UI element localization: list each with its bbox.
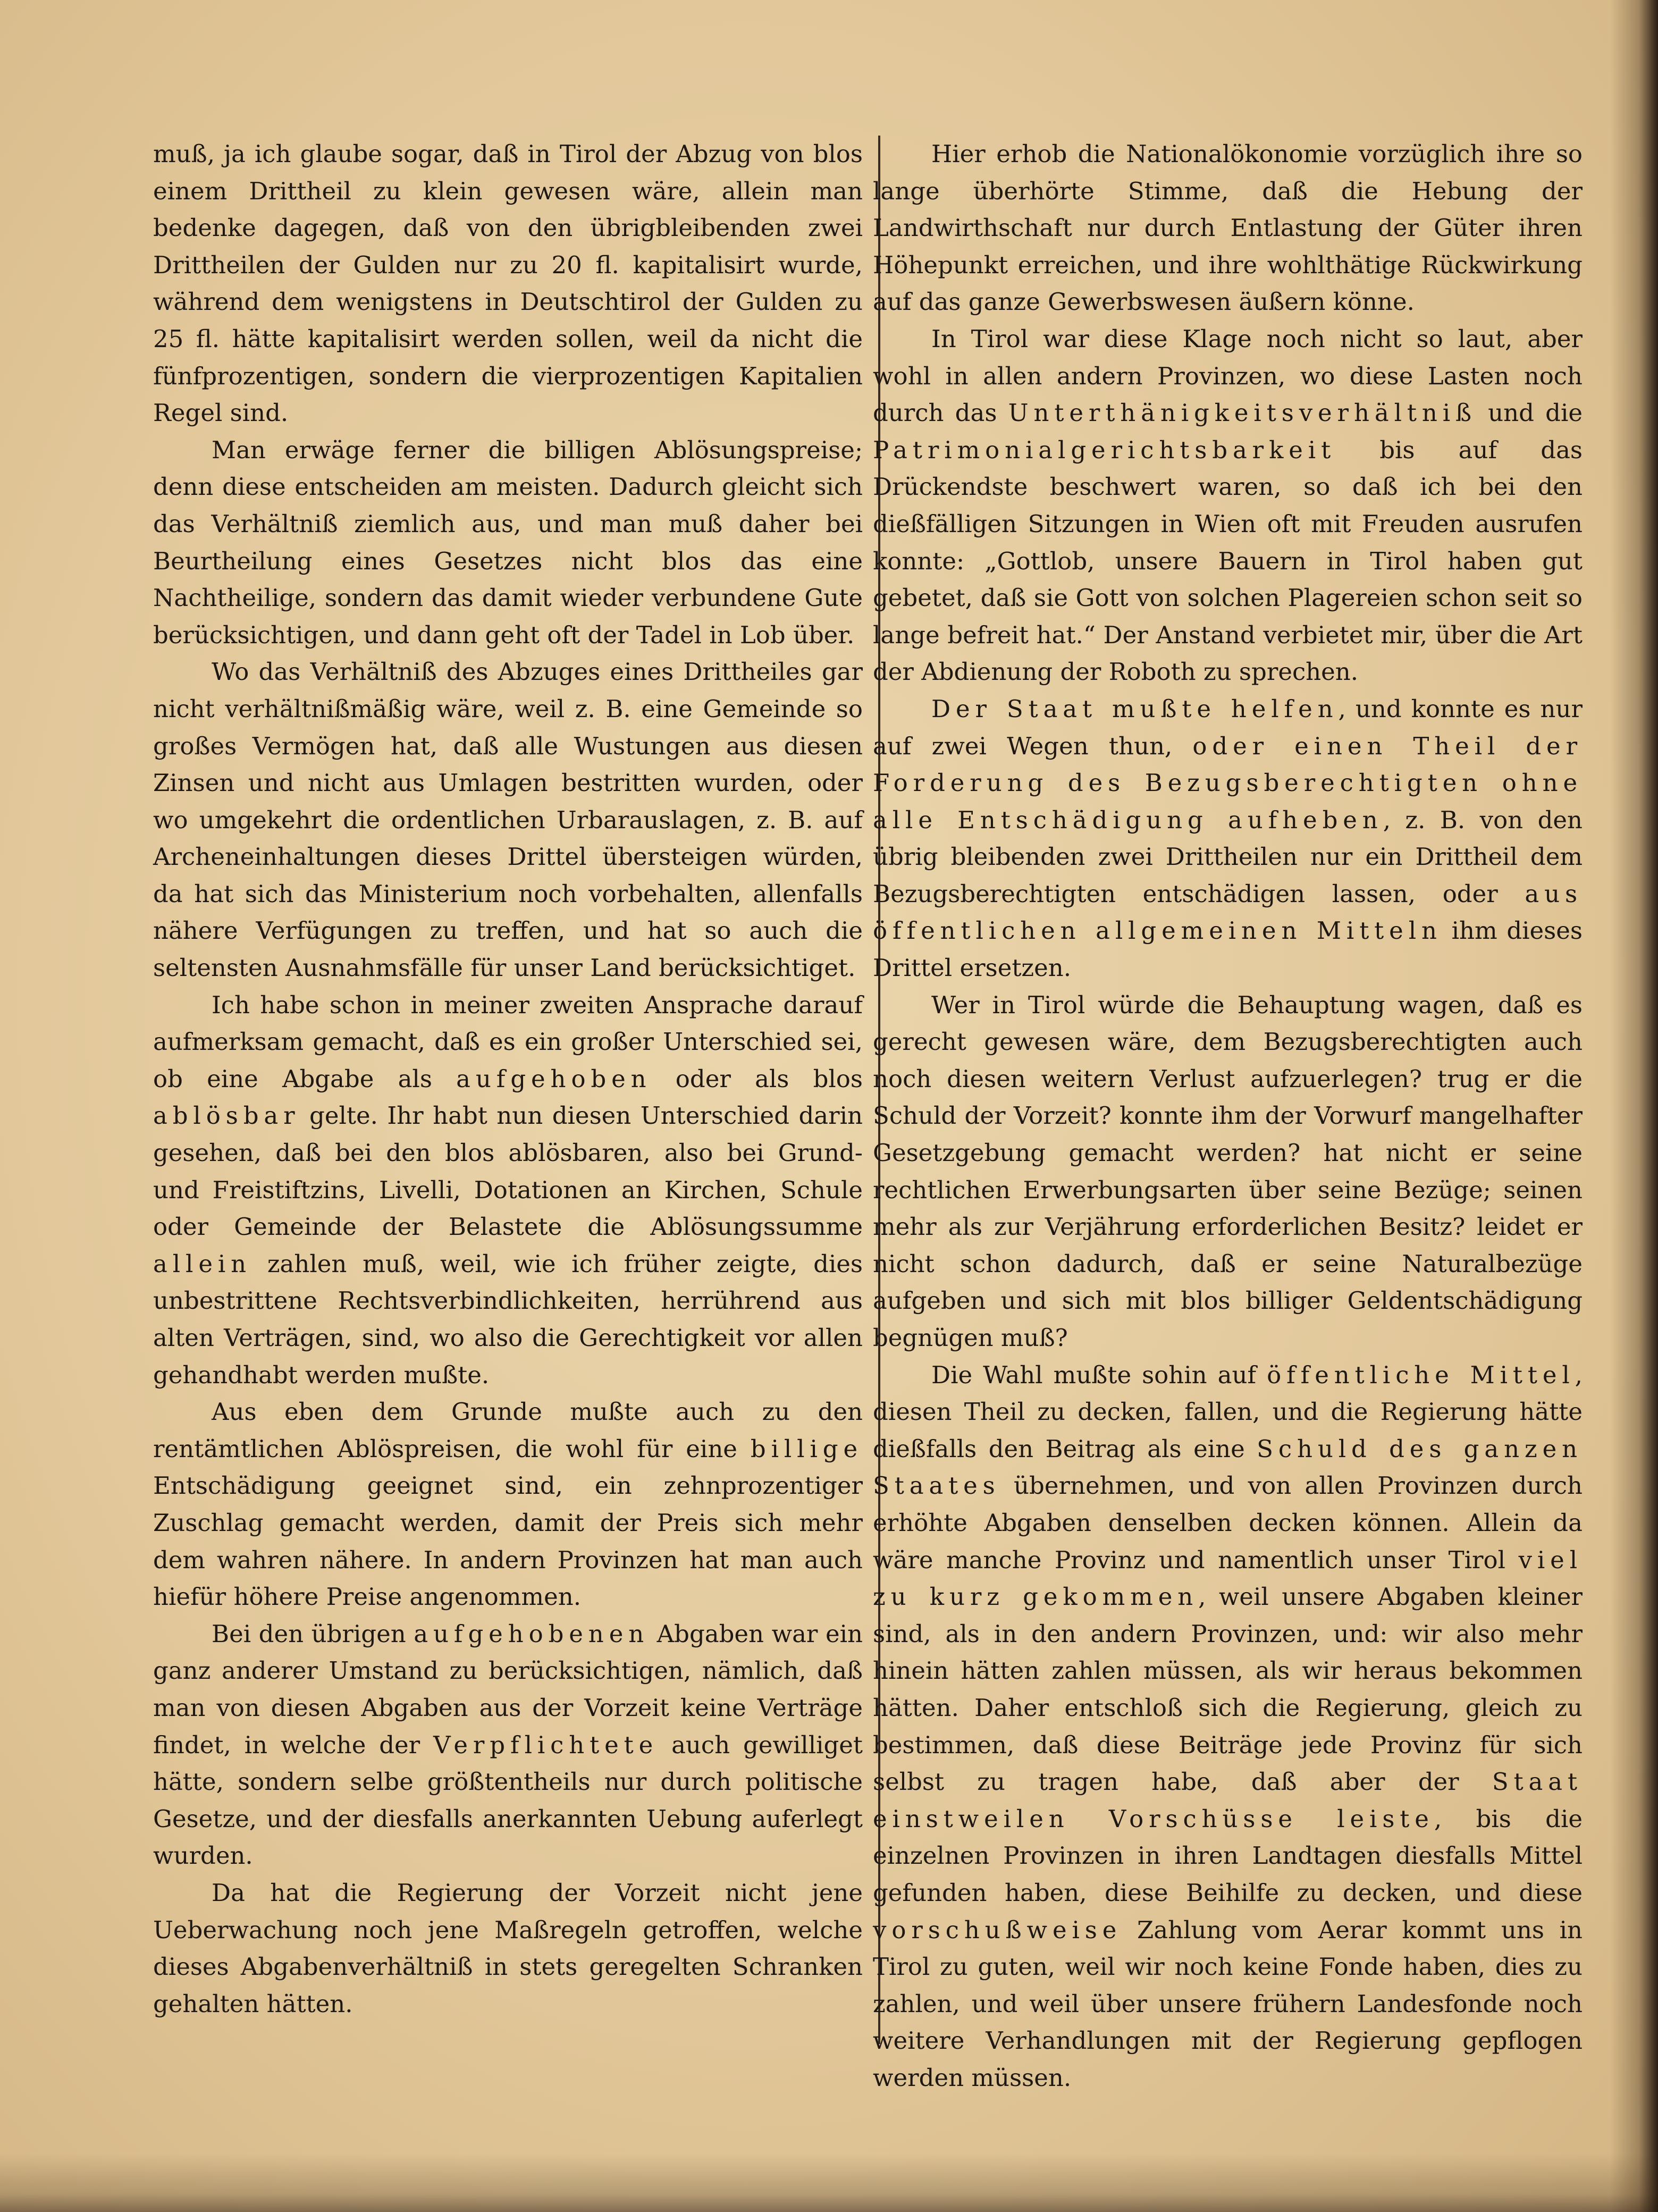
text-run: oder als blos bbox=[651, 1064, 863, 1093]
emphasized-text: vorschußweise bbox=[873, 1915, 1122, 1944]
emphasized-text: öffentliche Mittel bbox=[1267, 1360, 1575, 1389]
emphasized-text: oder einen Theil der Forderung des Bezugsberechtigten ohne alle Entschädigung aufheben bbox=[873, 731, 1583, 834]
paragraph bbox=[153, 653, 863, 986]
text-run: Wo das Verhältniß des Abzuges eines Drittheiles gar nicht verhältnißmäßig wäre, weil z. B. eine Gemeinde so großes Vermögen hat, daß alle Wustungen aus diesen Zinsen und nicht aus Umlagen bestritten wurden, oder wo umgekehrt die ordentlichen Urbarauslagen, z. B. auf Archeneinhaltungen dieses Drittel übersteigen würden, da hat sich das Ministerium noch vorbehalten, allenfalls nähere Verfügungen zu treffen, und hat so auch die seltensten Ausnahmsfälle für unser Land berücksichtiget. bbox=[153, 658, 863, 982]
text-run: , bis die einzelnen Provinzen in ihren Landtagen diesfalls Mittel gefunden haben, diese Beihilfe zu decken, und diese bbox=[873, 1804, 1583, 1907]
left-column bbox=[153, 136, 863, 2071]
text-run: gelte. Ihr habt nun diesen Unterschied darin gesehen, daß bei den blos ablösbaren, also bei Grund- und Freistiftzins, Livelli, Dotationen an Kirchen, Schule oder Gemeinde der Belastete die Ablösungssumme bbox=[153, 1101, 863, 1241]
paragraph bbox=[153, 432, 863, 654]
text-run: Entschädigung geeignet sind, ein zehnprozentiger Zuschlag gemacht werden, damit der Preis sich mehr dem wahren nähere. In andern Provinzen hat man auch hiefür höhere Preise angenommen. bbox=[153, 1471, 863, 1611]
emphasized-text: aufgehoben bbox=[456, 1064, 652, 1093]
text-run: Zahlung vom Aerar kommt uns in Tirol zu guten, weil wir noch keine Fonde haben, dies zu zahlen, und weil über unsere frühern Landesfonde noch weitere Verhandlungen mit der Regierung gepflogen werden müssen. bbox=[873, 1915, 1583, 2092]
text-run: Die Wahl mußte sohin auf bbox=[931, 1360, 1267, 1389]
text-run: Hier erhob die Nationalökonomie vorzüglich ihre so lange überhörte Stimme, daß die Hebung der Landwirthschaft nur durch Entlastung der Güter ihren Höhepunkt erreichen, und ihre wohlthätige Rückwirkung auf das ganze Gewerbswesen äußern könne. bbox=[873, 140, 1583, 316]
text-run: bis auf das Drückendste beschwert waren, so daß ich bei den dießfälligen Sitzungen in Wien oft mit Freuden ausrufen konnte: „Gottlob, unsere Bauern in Tirol haben gut gebetet, daß sie Gott von solchen Plagereien schon seit so lange befreit hat.“ Der Anstand verbietet mir, über die Art der Abdienung der Roboth zu sprechen. bbox=[873, 435, 1583, 686]
paragraph bbox=[873, 691, 1583, 987]
emphasized-text: Patrimonialgerichtsbarkeit bbox=[873, 435, 1336, 464]
page-bottom-shadow bbox=[0, 2154, 1658, 2212]
text-run: Da hat die Regierung der Vorzeit nicht jene Ueberwachung noch jene Maßregeln getroffen, welche dieses Abgabenverhältniß in stets geregelten Schranken gehalten hätten. bbox=[153, 1878, 863, 2018]
paragraph bbox=[873, 987, 1583, 1357]
text-run: Man erwäge ferner die billigen Ablösungspreise; denn diese entscheiden am meisten. Dadurch gleicht sich das Verhältniß ziemlich aus, und man muß daher bei Beurtheilung eines Gesetzes nicht blos das eine Nachtheilige, sondern das damit wieder verbundene Gute berücksichtigen, und dann geht oft der Tadel in Lob über. bbox=[153, 435, 863, 649]
text-run: Aus eben dem Grunde mußte auch zu den rentämtlichen Ablöspreisen, die wohl für eine bbox=[153, 1398, 863, 1463]
text-run: Abgaben war ein ganz anderer Umstand zu berücksichtigen, nämlich, daß man von diesen Abgaben aus der Vorzeit keine Verträge findet, in welche der bbox=[153, 1619, 863, 1759]
paragraph bbox=[153, 987, 863, 1394]
text-run: Bei den übrigen bbox=[212, 1619, 414, 1648]
emphasized-text: Schuld des ganzen Staates bbox=[873, 1434, 1583, 1500]
text-run: zahlen muß, weil, wie ich früher zeigte, dies unbestrittene Rechtsverbindlichkeiten, herrührend aus alten Verträgen, sind, wo also die Gerechtigkeit vor allen gehandhabt werden mußte. bbox=[153, 1249, 863, 1389]
emphasized-text: Der Staat mußte helfen bbox=[931, 694, 1339, 723]
paragraph bbox=[153, 1874, 863, 2022]
text-run: , diesen Theil zu decken, fallen, und die Regierung hätte dießfalls den Beitrag als eine bbox=[873, 1360, 1583, 1463]
paragraph bbox=[873, 136, 1583, 321]
paragraph bbox=[873, 321, 1583, 691]
paragraph bbox=[153, 136, 863, 432]
text-run: In Tirol war diese Klage noch nicht so laut, aber wohl in allen andern Provinzen, wo diese Lasten noch durch das bbox=[873, 324, 1583, 427]
text-run: ihm dieses Drittel ersetzen. bbox=[873, 916, 1583, 982]
emphasized-text: Staat einstweilen Vorschüsse leiste bbox=[873, 1768, 1583, 1833]
emphasized-text: Unterthänigkeitsverhältniß bbox=[1008, 399, 1477, 427]
emphasized-text: Verpflichtete bbox=[433, 1730, 659, 1759]
text-run: auch gewilliget hätte, sondern selbe größtentheils nur durch politische Gesetze, und der diesfalls anerkannten Uebung auferlegt wurden. bbox=[153, 1730, 863, 1870]
paragraph bbox=[873, 1357, 1583, 2097]
emphasized-text: ablösbar bbox=[153, 1101, 300, 1130]
emphasized-text: billige bbox=[750, 1434, 863, 1463]
text-run: Wer in Tirol würde die Behauptung wagen, daß es gerecht gewesen wäre, dem Bezugsberechtigten auch noch diesen weitern Verlust aufzuerlegen? trug er die Schuld der Vorzeit? konnte ihm der Vorwurf mangelhafter Gesetzgebung gemacht werden? hat nicht er seine rechtlichen Erwerbungsarten über seine Bezüge; seinen mehr als zur Verjährung erforderlichen Besitz? leidet er nicht schon dadurch, daß er seine Naturalbezüge aufgeben und sich mit blos billiger Geldentschädigung begnügen muß? bbox=[873, 990, 1583, 1352]
emphasized-text: aus öffentlichen allgemeinen Mitteln bbox=[873, 879, 1583, 945]
emphasized-text: viel zu kurz gekommen bbox=[873, 1545, 1583, 1611]
paragraph bbox=[153, 1393, 863, 1616]
text-run: , z. B. von den übrig bleibenden zwei Drittheilen nur ein Drittheil dem Bezugsberechtigten entschädigen lassen, oder bbox=[873, 805, 1583, 908]
page-edge-shadow bbox=[1610, 0, 1658, 2212]
emphasized-text: aufgehobenen bbox=[414, 1619, 650, 1648]
text-run: übernehmen, und von allen Provinzen durch erhöhte Abgaben denselben decken können. Allein da wäre manche Provinz und namentlich unser Tirol bbox=[873, 1471, 1583, 1574]
text-run: , und konnte es nur auf zwei Wegen thun, bbox=[873, 694, 1583, 760]
text-run: und die bbox=[1476, 399, 1583, 427]
right-column bbox=[873, 136, 1583, 2092]
text-run: Ich habe schon in meiner zweiten Ansprache darauf aufmerksam gemacht, daß es ein großer Unterschied sei, ob eine Abgabe als bbox=[153, 990, 863, 1093]
text-run: muß, ja ich glaube sogar, daß in Tirol der Abzug von blos einem Drittheil zu klein gewesen wäre, allein man bedenke dagegen, daß von den übrigbleibenden zwei Drittheilen der Gulden nur zu 20 fl. kapitalisirt wurde, während dem wenigstens in Deutschtirol der Gulden zu 25 fl. hätte kapitalisirt werden sollen, weil da nicht die fünfprozentigen, sondern die vierprozentigen Kapitalien Regel sind. bbox=[153, 140, 863, 427]
emphasized-text: allein bbox=[153, 1249, 252, 1278]
paragraph bbox=[153, 1616, 863, 1874]
text-run: , weil unsere Abgaben kleiner sind, als in den andern Provinzen, und: wir also mehr hinein hätten zahlen müssen, als wir heraus bekommen hätten. Daher entschloß sich die Regierung, gleich zu bestimmen, daß diese Beiträge jede Provinz für sich selbst zu tragen habe, daß aber der bbox=[873, 1583, 1583, 1796]
